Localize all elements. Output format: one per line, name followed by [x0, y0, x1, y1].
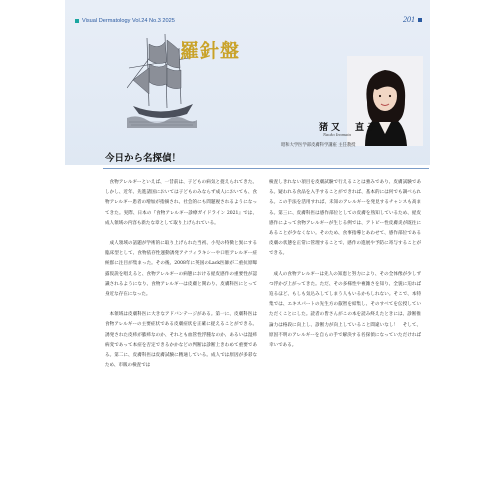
author-affiliation: 昭和大学医学部皮膚科学講座 主任教授 — [281, 143, 356, 148]
paragraph: 成人領域の話題が学術的に取り上げられた当初、小児の特徴と異にする臨床型として、食物依存性運動誘発アナフィラキシーや口腔アレルギー症候群に注目が集まった。その後、2008年に英国のLack医師が二重抗原曝露仮説を唱えると、食物アレルギーの病態における経皮感作の重要性が認識されるようになり、食物アレルギーは皮膚と関わり、皮膚科医にとって身近な存在になった。 — [105, 241, 257, 298]
article-headline: 今日から名探偵！ — [105, 153, 182, 164]
paragraph: 成人の食物アレルギーは先人の知恵と努力により、その全体像が少しずつ浮かび上がってきた。ただ、その多様性や複雑さを知り、全貌に迫れば迫るほど、もしも気込みしてしまう人もいるかもしれない。そこで、本特集では、エキスパートの先生方の叡智を結集し、そのすべてを伝授していただくことにした。読者の皆さんがこの本を読み終えたときには、診断推論力は格段に向上し、診断力が向上していること間違いなし！ そして、原因不明のアレルギーを自らの手で解決する名探偵になっていただければ幸いである。 — [269, 271, 421, 349]
paragraph: 本領域は皮膚科医に大きなアドバンテージがある。第一に、皮膚科医は食物アレルギーの主要症状である皮膚症状を正確に捉えることができる。誘発された皮疹が膨疹なのか、それとも血管性浮腫なのか、あるいは湿疹病変であって本症を否定できるかかなどの判断は診断上きわめて重要である。第二に、皮膚科医は皮膚試験に精通している。成人では原因が多彩なため、市販の検査では — [105, 312, 257, 369]
journal-info — [75, 18, 175, 24]
paragraph: 検査しきれない項目を皮膚試験で行えることは強みであり、皮膚試験である。疑われる食品を入手することができれば、基本的には何でも調べられる。この手法を活用すれば、未知のアレルギーを発見するチャンスも高まる。第三に、皮膚科医は感作部位としての皮膚を熟知しているため、経皮感作によって食物アレルギーが生じる例では、アトピー性皮膚炎が既往にあることが少なくない。そのため、食事指導とあわせて、感作部位である皮膚の状態を正常に管理することで、感作の進展や予防に寄与することができる。 — [269, 180, 421, 257]
square-bullet-icon — [418, 18, 422, 22]
square-bullet-icon — [75, 19, 79, 23]
journal-title: Visual Dermatology Vol.24 No.3 2025 — [82, 18, 175, 24]
page-number-text: 201 — [403, 15, 415, 24]
paragraph: 食物アレルギーといえば、一昔前は、子どもの病気と捉えられてきた。しかし、近年、先進諸国においては子どものみならず成人においても、食物アレルギー患者の増加が指摘され、社会的にも問題視されるようになってきた。実際、日本の『食物アレルギー診療ガイドライン 2021』では、成人領域の内容も新たな章として取り上げられている。 — [105, 180, 257, 226]
magazine-page — [65, 0, 430, 500]
column-title: 羅針盤 — [180, 40, 241, 62]
headline-divider — [103, 168, 429, 169]
author-name-roman: Naoko Inomata — [323, 132, 351, 137]
left-column — [105, 178, 257, 381]
page-number — [403, 15, 422, 24]
author-name: 猪又 直子 — [319, 123, 380, 133]
right-column — [269, 178, 421, 361]
